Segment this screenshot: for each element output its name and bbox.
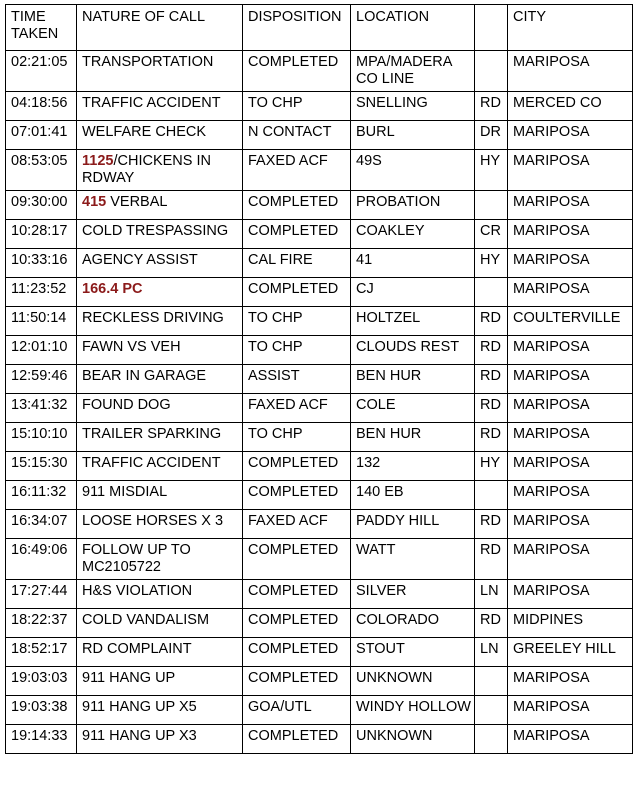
table-body: [6, 51, 633, 754]
city-cell: MARIPOSA: [508, 121, 633, 150]
street-suffix-cell: RD: [475, 307, 508, 336]
time-cell: 07:01:41: [6, 121, 77, 150]
nature-text: TRAFFIC ACCIDENT: [82, 95, 221, 111]
nature-cell: [77, 307, 243, 336]
street-suffix-cell: RD: [475, 336, 508, 365]
disposition-cell: GOA/UTL: [243, 696, 351, 725]
disposition-cell: FAXED ACF: [243, 394, 351, 423]
table-row: [6, 365, 633, 394]
location-cell: WATT: [351, 539, 475, 580]
disposition-cell: COMPLETED: [243, 609, 351, 638]
street-suffix-cell: RD: [475, 510, 508, 539]
location-cell: UNKNOWN: [351, 667, 475, 696]
penal-code: 1125: [82, 153, 114, 169]
city-cell: MARIPOSA: [508, 539, 633, 580]
street-suffix-cell: RD: [475, 92, 508, 121]
street-suffix-cell: [475, 278, 508, 307]
nature-text: COLD TRESPASSING: [82, 223, 229, 239]
location-cell: SNELLING: [351, 92, 475, 121]
city-cell: GREELEY HILL: [508, 638, 633, 667]
header-disposition: DISPOSITION: [243, 5, 351, 51]
table-row: [6, 191, 633, 220]
disposition-cell: FAXED ACF: [243, 150, 351, 191]
street-suffix-cell: RD: [475, 365, 508, 394]
street-suffix-cell: LN: [475, 638, 508, 667]
location-cell: SILVER: [351, 580, 475, 609]
city-cell: MARIPOSA: [508, 278, 633, 307]
city-cell: MARIPOSA: [508, 249, 633, 278]
time-cell: 11:23:52: [6, 278, 77, 307]
disposition-cell: TO CHP: [243, 92, 351, 121]
city-cell: MARIPOSA: [508, 510, 633, 539]
table-row: [6, 580, 633, 609]
nature-cell: [77, 249, 243, 278]
disposition-cell: CAL FIRE: [243, 249, 351, 278]
city-cell: MARIPOSA: [508, 667, 633, 696]
time-cell: 04:18:56: [6, 92, 77, 121]
location-cell: HOLTZEL: [351, 307, 475, 336]
location-cell: BEN HUR: [351, 365, 475, 394]
disposition-cell: COMPLETED: [243, 481, 351, 510]
location-cell: 132: [351, 452, 475, 481]
city-cell: MERCED CO: [508, 92, 633, 121]
street-suffix-cell: [475, 696, 508, 725]
time-cell: 12:59:46: [6, 365, 77, 394]
table-row: [6, 423, 633, 452]
table-row: [6, 394, 633, 423]
table-row: [6, 638, 633, 667]
nature-text: H&S VIOLATION: [82, 583, 193, 599]
disposition-cell: COMPLETED: [243, 191, 351, 220]
location-cell: BURL: [351, 121, 475, 150]
table-row: [6, 121, 633, 150]
street-suffix-cell: [475, 481, 508, 510]
disposition-cell: COMPLETED: [243, 725, 351, 754]
city-cell: MARIPOSA: [508, 725, 633, 754]
location-cell: COLORADO: [351, 609, 475, 638]
header-city: CITY: [508, 5, 633, 51]
nature-cell: [77, 580, 243, 609]
nature-text: LOOSE HORSES X 3: [82, 513, 224, 529]
nature-text: COLD VANDALISM: [82, 612, 210, 628]
disposition-cell: COMPLETED: [243, 452, 351, 481]
city-cell: MARIPOSA: [508, 696, 633, 725]
city-cell: MARIPOSA: [508, 481, 633, 510]
street-suffix-cell: CR: [475, 220, 508, 249]
location-cell: STOUT: [351, 638, 475, 667]
disposition-cell: COMPLETED: [243, 220, 351, 249]
nature-cell: [77, 365, 243, 394]
city-cell: MARIPOSA: [508, 336, 633, 365]
nature-cell: [77, 481, 243, 510]
nature-text: TRAFFIC ACCIDENT: [82, 455, 221, 471]
location-cell: PROBATION: [351, 191, 475, 220]
time-cell: 10:33:16: [6, 249, 77, 278]
disposition-cell: COMPLETED: [243, 580, 351, 609]
disposition-cell: TO CHP: [243, 423, 351, 452]
street-suffix-cell: RD: [475, 423, 508, 452]
time-cell: 02:21:05: [6, 51, 77, 92]
call-log-table: [5, 4, 633, 754]
nature-cell: [77, 609, 243, 638]
nature-text: WELFARE CHECK: [82, 124, 207, 140]
time-cell: 15:10:10: [6, 423, 77, 452]
city-cell: MARIPOSA: [508, 423, 633, 452]
nature-text: 911 HANG UP X3: [82, 728, 197, 744]
location-cell: MPA/MADERA CO LINE: [351, 51, 475, 92]
time-cell: 19:14:33: [6, 725, 77, 754]
nature-cell: [77, 725, 243, 754]
time-cell: 16:34:07: [6, 510, 77, 539]
location-cell: 41: [351, 249, 475, 278]
table-row: [6, 696, 633, 725]
time-cell: 18:52:17: [6, 638, 77, 667]
time-cell: 08:53:05: [6, 150, 77, 191]
nature-cell: [77, 696, 243, 725]
nature-text: 911 MISDIAL: [82, 484, 168, 500]
city-cell: MARIPOSA: [508, 191, 633, 220]
time-cell: 10:28:17: [6, 220, 77, 249]
nature-text: AGENCY ASSIST: [82, 252, 198, 268]
nature-cell: [77, 220, 243, 249]
time-cell: 16:49:06: [6, 539, 77, 580]
disposition-cell: N CONTACT: [243, 121, 351, 150]
location-cell: 140 EB: [351, 481, 475, 510]
disposition-cell: COMPLETED: [243, 51, 351, 92]
time-cell: 13:41:32: [6, 394, 77, 423]
table-row: [6, 220, 633, 249]
disposition-cell: COMPLETED: [243, 638, 351, 667]
street-suffix-cell: HY: [475, 150, 508, 191]
street-suffix-cell: HY: [475, 452, 508, 481]
street-suffix-cell: [475, 725, 508, 754]
time-cell: 19:03:03: [6, 667, 77, 696]
penal-code: 166.4 PC: [82, 281, 143, 297]
location-cell: BEN HUR: [351, 423, 475, 452]
location-cell: COAKLEY: [351, 220, 475, 249]
nature-cell: [77, 92, 243, 121]
table-row: [6, 481, 633, 510]
table-row: [6, 725, 633, 754]
street-suffix-cell: RD: [475, 394, 508, 423]
nature-text: FOLLOW UP TO MC2105722: [82, 542, 191, 575]
header-street-suffix: [475, 5, 508, 51]
street-suffix-cell: HY: [475, 249, 508, 278]
penal-code: 415: [82, 194, 107, 210]
city-cell: MARIPOSA: [508, 365, 633, 394]
nature-text: RD COMPLAINT: [82, 641, 192, 657]
location-cell: CLOUDS REST: [351, 336, 475, 365]
nature-cell: [77, 539, 243, 580]
location-cell: CJ: [351, 278, 475, 307]
disposition-cell: COMPLETED: [243, 539, 351, 580]
location-cell: UNKNOWN: [351, 725, 475, 754]
city-cell: MARIPOSA: [508, 394, 633, 423]
street-suffix-cell: [475, 51, 508, 92]
table-row: [6, 249, 633, 278]
street-suffix-cell: LN: [475, 580, 508, 609]
table-row: [6, 278, 633, 307]
disposition-cell: COMPLETED: [243, 278, 351, 307]
nature-cell: [77, 394, 243, 423]
time-cell: 12:01:10: [6, 336, 77, 365]
table-row: [6, 510, 633, 539]
nature-text: VERBAL: [106, 194, 168, 210]
nature-cell: [77, 150, 243, 191]
city-cell: COULTERVILLE: [508, 307, 633, 336]
city-cell: MARIPOSA: [508, 51, 633, 92]
disposition-cell: COMPLETED: [243, 667, 351, 696]
nature-cell: [77, 423, 243, 452]
time-cell: 19:03:38: [6, 696, 77, 725]
table-row: [6, 452, 633, 481]
nature-text: /CHICKENS IN RDWAY: [82, 153, 211, 186]
location-cell: WINDY HOLLOW: [351, 696, 475, 725]
nature-cell: [77, 191, 243, 220]
street-suffix-cell: RD: [475, 609, 508, 638]
header-nature-of-call: NATURE OF CALL: [77, 5, 243, 51]
nature-text: FOUND DOG: [82, 397, 171, 413]
street-suffix-cell: [475, 667, 508, 696]
city-cell: MARIPOSA: [508, 580, 633, 609]
street-suffix-cell: RD: [475, 539, 508, 580]
nature-text: FAWN VS VEH: [82, 339, 181, 355]
location-cell: 49S: [351, 150, 475, 191]
nature-cell: [77, 278, 243, 307]
nature-text: TRANSPORTATION: [82, 54, 214, 70]
table-row: [6, 150, 633, 191]
city-cell: MARIPOSA: [508, 150, 633, 191]
table-row: [6, 667, 633, 696]
street-suffix-cell: [475, 191, 508, 220]
time-cell: 17:27:44: [6, 580, 77, 609]
time-cell: 16:11:32: [6, 481, 77, 510]
time-cell: 11:50:14: [6, 307, 77, 336]
disposition-cell: TO CHP: [243, 336, 351, 365]
table-row: [6, 51, 633, 92]
nature-text: TRAILER SPARKING: [82, 426, 222, 442]
time-cell: 15:15:30: [6, 452, 77, 481]
nature-cell: [77, 121, 243, 150]
city-cell: MIDPINES: [508, 609, 633, 638]
nature-text: 911 HANG UP: [82, 670, 176, 686]
location-cell: PADDY HILL: [351, 510, 475, 539]
header-location: LOCATION: [351, 5, 475, 51]
table-row: [6, 539, 633, 580]
nature-text: RECKLESS DRIVING: [82, 310, 224, 326]
nature-cell: [77, 452, 243, 481]
table-row: [6, 92, 633, 121]
city-cell: MARIPOSA: [508, 452, 633, 481]
time-cell: 18:22:37: [6, 609, 77, 638]
city-cell: MARIPOSA: [508, 220, 633, 249]
table-row: [6, 336, 633, 365]
disposition-cell: TO CHP: [243, 307, 351, 336]
nature-cell: [77, 336, 243, 365]
disposition-cell: ASSIST: [243, 365, 351, 394]
table-row: [6, 307, 633, 336]
disposition-cell: FAXED ACF: [243, 510, 351, 539]
street-suffix-cell: DR: [475, 121, 508, 150]
nature-text: 911 HANG UP X5: [82, 699, 197, 715]
nature-cell: [77, 510, 243, 539]
header-row: [6, 5, 633, 51]
table-header: [6, 5, 633, 51]
nature-cell: [77, 638, 243, 667]
time-cell: 09:30:00: [6, 191, 77, 220]
call-log-container: [5, 4, 633, 754]
location-cell: COLE: [351, 394, 475, 423]
table-row: [6, 609, 633, 638]
nature-cell: [77, 51, 243, 92]
header-time-taken: TIME TAKEN: [6, 5, 77, 51]
nature-text: BEAR IN GARAGE: [82, 368, 207, 384]
nature-cell: [77, 667, 243, 696]
